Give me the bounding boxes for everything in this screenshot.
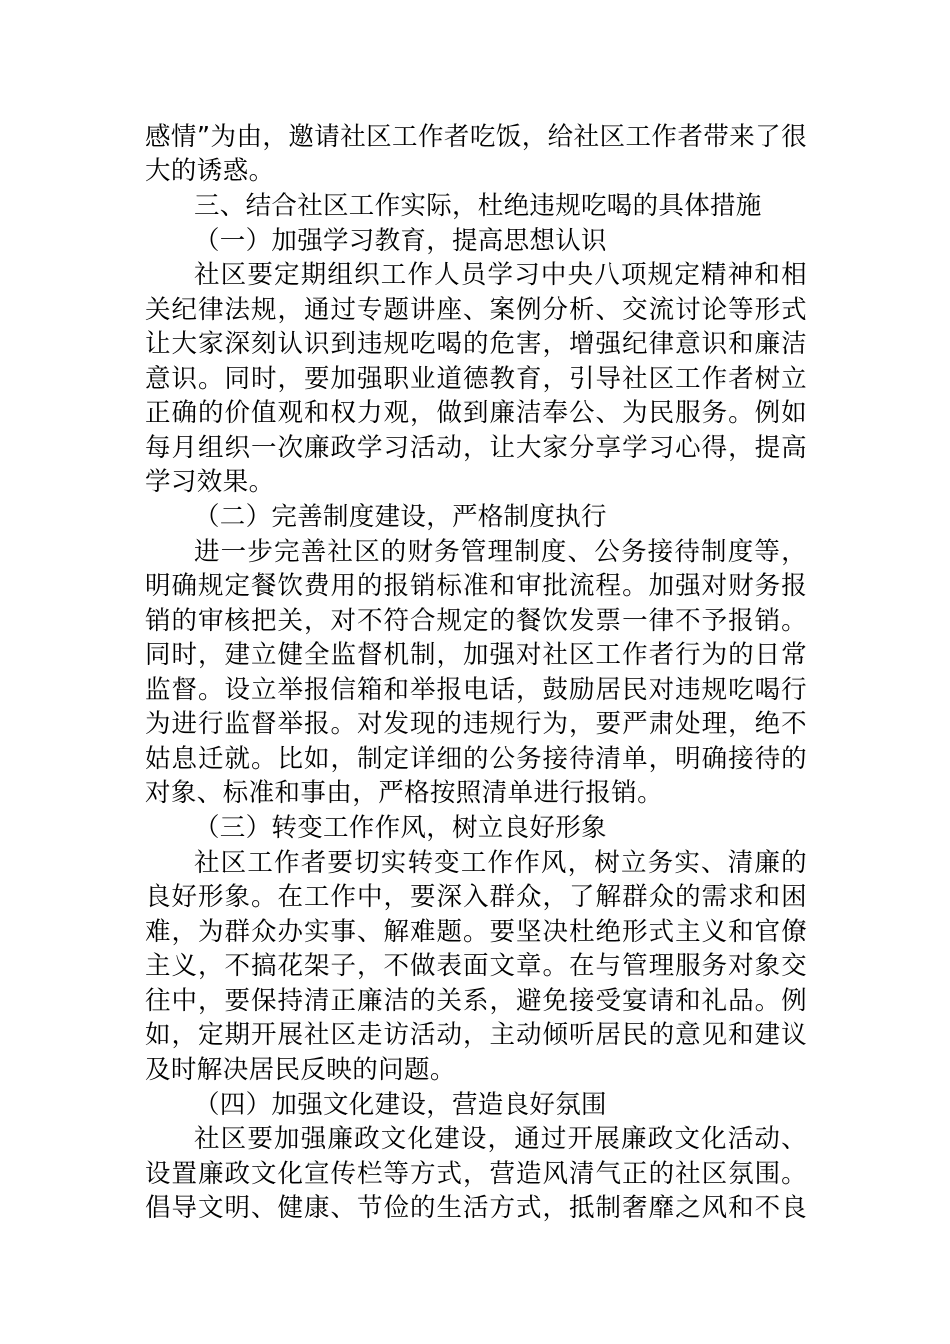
body-line: 主义，不搞花架子，不做表面文章。在与管理服务对象交 <box>145 951 807 981</box>
body-line: 学习效果。 <box>145 467 275 497</box>
subsection-title: （四）加强文化建设，营造良好氛围 <box>194 1090 607 1120</box>
body-line: 同时，建立健全监督机制，加强对社区工作者行为的日常 <box>145 640 807 670</box>
body-line: 倡导文明、健康、节俭的生活方式，抵制奢靡之风和不良 <box>145 1193 807 1223</box>
subsection-title: （三）转变工作作风，树立良好形象 <box>194 813 607 843</box>
subsection-title: （一）加强学习教育，提高思想认识 <box>194 226 607 256</box>
body-line: 大的诱惑。 <box>145 156 275 186</box>
body-line: 意识。同时，要加强职业道德教育，引导社区工作者树立 <box>145 364 807 394</box>
body-line: 设置廉政文化宣传栏等方式，营造风清气正的社区氛围。 <box>145 1159 807 1189</box>
body-line: 感情”为由，邀请社区工作者吃饭，给社区工作者带来了很 <box>145 122 807 152</box>
body-line: 良好形象。在工作中，要深入群众，了解群众的需求和困 <box>145 882 807 912</box>
body-line: 销的审核把关，对不符合规定的餐饮发票一律不予报销。 <box>145 606 807 636</box>
section-title: 三、结合社区工作实际，杜绝违规吃喝的具体措施 <box>194 191 762 221</box>
body-line: 让大家深刻认识到违规吃喝的危害，增强纪律意识和廉洁 <box>145 329 807 359</box>
body-line: 社区要定期组织工作人员学习中央八项规定精神和相 <box>194 260 807 290</box>
body-line: 如，定期开展社区走访活动，主动倾听居民的意见和建议 <box>145 1020 807 1050</box>
body-line: 正确的价值观和权力观，做到廉洁奉公、为民服务。例如 <box>145 398 807 428</box>
body-line: 社区工作者要切实转变工作作风，树立务实、清廉的 <box>194 848 807 878</box>
body-line: 往中，要保持清正廉洁的关系，避免接受宴请和礼品。例 <box>145 986 807 1016</box>
body-line: 及时解决居民反映的问题。 <box>145 1055 456 1085</box>
body-line: 对象、标准和事由，严格按照清单进行报销。 <box>145 778 664 808</box>
body-line: 进一步完善社区的财务管理制度、公务接待制度等， <box>194 537 807 567</box>
body-line: 难，为群众办实事、解难题。要坚决杜绝形式主义和官僚 <box>145 917 807 947</box>
body-line: 明确规定餐饮费用的报销标准和审批流程。加强对财务报 <box>145 571 807 601</box>
body-line: 社区要加强廉政文化建设，通过开展廉政文化活动、 <box>194 1124 807 1154</box>
body-line: 每月组织一次廉政学习活动，让大家分享学习心得，提高 <box>145 433 807 463</box>
subsection-title: （二）完善制度建设，严格制度执行 <box>194 502 607 532</box>
body-line: 姑息迁就。比如，制定详细的公务接待清单，明确接待的 <box>145 744 807 774</box>
body-line: 关纪律法规，通过专题讲座、案例分析、交流讨论等形式 <box>145 295 807 325</box>
body-line: 监督。设立举报信箱和举报电话，鼓励居民对违规吃喝行 <box>145 675 807 705</box>
body-line: 为进行监督举报。对发现的违规行为，要严肃处理，绝不 <box>145 709 807 739</box>
